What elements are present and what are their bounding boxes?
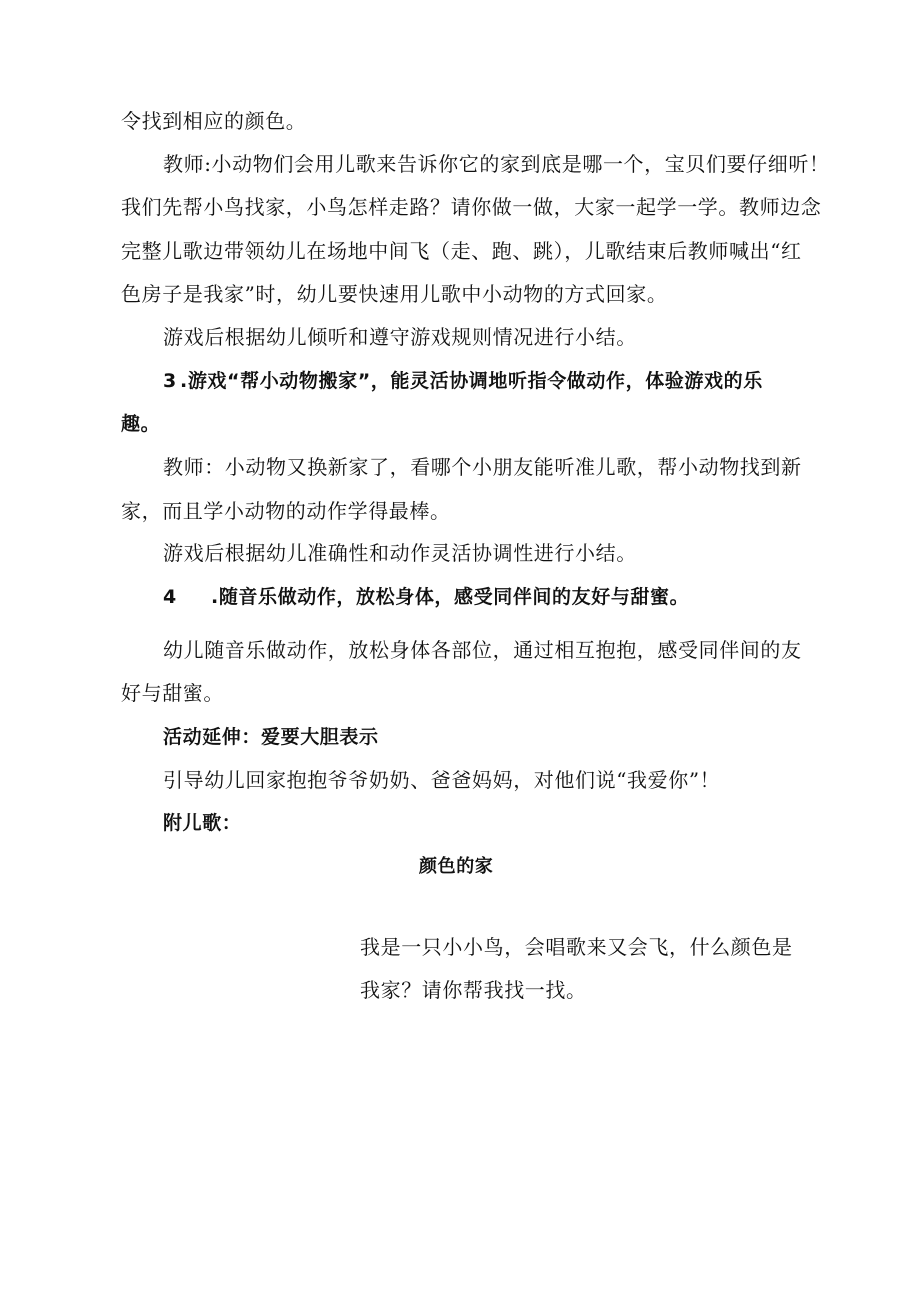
section-4-number: 4 [163, 586, 177, 608]
section-3-heading: .游戏“帮小动物搬家”，能灵活协调地听指令做动作，体验游戏的乐 [180, 370, 763, 392]
extension-heading: 活动延伸：爱要大胆表示 [163, 726, 379, 748]
section-4-heading: .随音乐做动作，放松身体，感受同伴间的友好与甜蜜。 [211, 586, 690, 608]
appendix-label: 附儿歌： [163, 812, 242, 834]
paragraph-line: 好与甜蜜。 [121, 681, 224, 705]
paragraph-line: 游戏后根据幼儿准确性和动作灵活协调性进行小结。 [163, 541, 637, 565]
paragraph-line: 完整儿歌边带领幼儿在场地中间飞（走、跑、跳），儿歌结束后教师喊出“红 [121, 239, 802, 263]
paragraph-line: 色房子是我家”时，幼儿要快速用儿歌中小动物的方式回家。 [121, 282, 668, 306]
section-3-number: 3 [163, 370, 177, 392]
paragraph-line: 教师:小动物们会用儿歌来告诉你它的家到底是哪一个，宝贝们要仔细听！ [163, 152, 830, 176]
paragraph-line: 游戏后根据幼儿倾听和遵守游戏规则情况进行小结。 [163, 325, 637, 349]
paragraph-line: 令找到相应的颜色。 [121, 109, 307, 133]
poem-line: 我是一只小小鸟，会唱歌来又会飞，什么颜色是 [360, 935, 793, 959]
section-3-heading-cont: 趣。 [121, 413, 161, 435]
paragraph-line: 幼儿随音乐做动作，放松身体各部位，通过相互抱抱，感受同伴间的友 [163, 638, 802, 662]
poem-title: 颜色的家 [419, 856, 494, 877]
paragraph-line: 教师：小动物又换新家了，看哪个小朋友能听准儿歌，帮小动物找到新 [163, 455, 802, 479]
paragraph-line: 家，而且学小动物的动作学得最棒。 [121, 499, 451, 523]
paragraph-line: 我们先帮小鸟找家，小鸟怎样走路？请你做一做，大家一起学一学。教师边念 [121, 195, 822, 219]
poem-line: 我家？请你帮我找一找。 [360, 978, 587, 1002]
extension-body: 引导幼儿回家抱抱爷爷奶奶、爸爸妈妈，对他们说“我爱你”！ [163, 768, 721, 792]
